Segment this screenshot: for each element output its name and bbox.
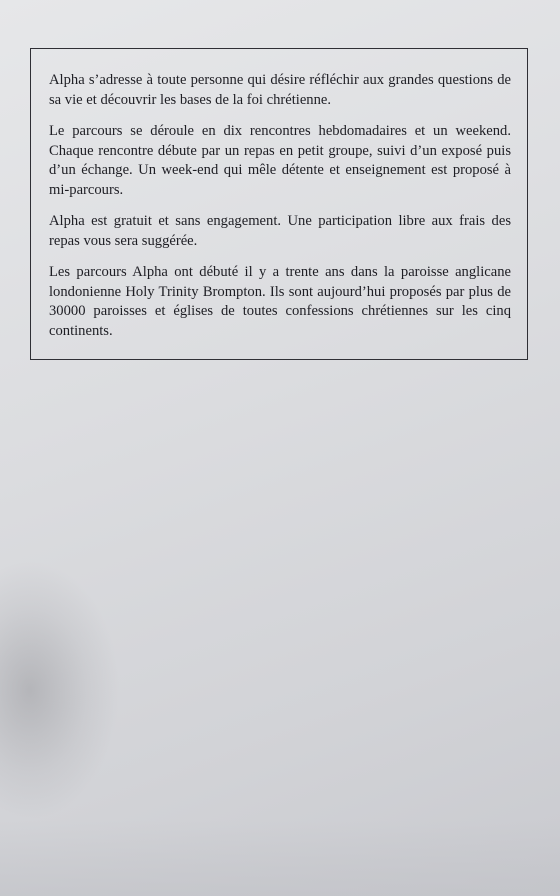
paragraph-cost: Alpha est gratuit et sans engagement. Une participation libre aux frais des repas vous sera suggérée. xyxy=(49,213,511,249)
paragraph-schedule: Le parcours se déroule en dix rencontres hebdomadaires et un weekend. Chaque rencontre débute par un repas en petit groupe, suivi d’un exposé puis d’un échange. Un week-end qui mêle détente et enseignement est proposé à mi-parcours. xyxy=(49,123,511,198)
page-bottom-shading xyxy=(0,820,560,896)
framed-text-box xyxy=(30,48,528,360)
paragraph-history: Les parcours Alpha ont débuté il y a trente ans dans la paroisse anglicane londonienne Holy Trinity Brompton. Ils sont aujourd’hui proposés par plus de 30000 paroisses et églises de toutes confessions chrétiennes sur les cinq continents. xyxy=(49,264,511,339)
paragraph-intro: Alpha s’adresse à toute personne qui désire réfléchir aux grandes questions de sa vie et découvrir les bases de la foi chrétienne. xyxy=(49,72,511,108)
finger-shadow xyxy=(0,560,120,820)
